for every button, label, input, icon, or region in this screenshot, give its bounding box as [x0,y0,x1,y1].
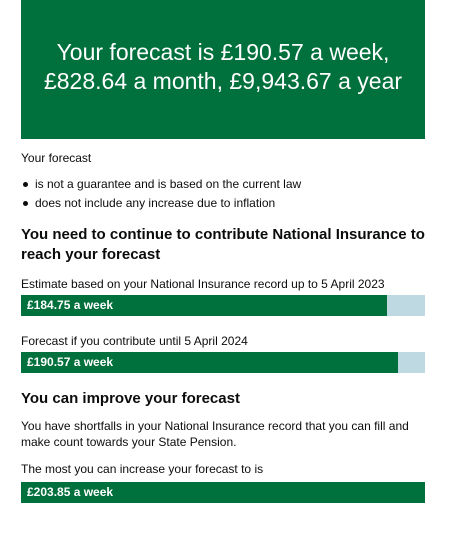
caveat-item: is not a guarantee and is based on the current law [21,176,425,192]
forecast-caveats-list [21,176,425,211]
forecast-bar-label: £190.57 a week [27,355,114,369]
forecast-caption: Forecast if you contribute until 5 April 2024 [21,334,248,348]
caveat-item: does not include any increase due to inflation [21,195,425,211]
contribute-heading: You need to continue to contribute National Insurance to reach your forecast [21,226,425,263]
max-forecast-bar-label: £203.85 a week [27,485,114,499]
forecast-bar [21,352,425,373]
estimate-bar [21,295,425,316]
improve-heading: You can improve your forecast [21,390,240,407]
max-increase-caption: The most you can increase your forecast to is [21,462,264,476]
forecast-intro-label: Your forecast [21,151,92,165]
estimate-caption: Estimate based on your National Insurance record up to 5 April 2023 [21,277,385,291]
forecast-headline: Your forecast is £190.57 a week, £828.64 a month, £9,943.67 a year [43,38,403,94]
forecast-summary-panel [21,0,425,139]
shortfall-text: You have shortfalls in your National Insurance record that you can fill and make count towards your State Pension. [21,419,409,449]
main-content [21,150,425,503]
estimate-bar-label: £184.75 a week [27,298,114,312]
max-forecast-bar [21,482,425,503]
